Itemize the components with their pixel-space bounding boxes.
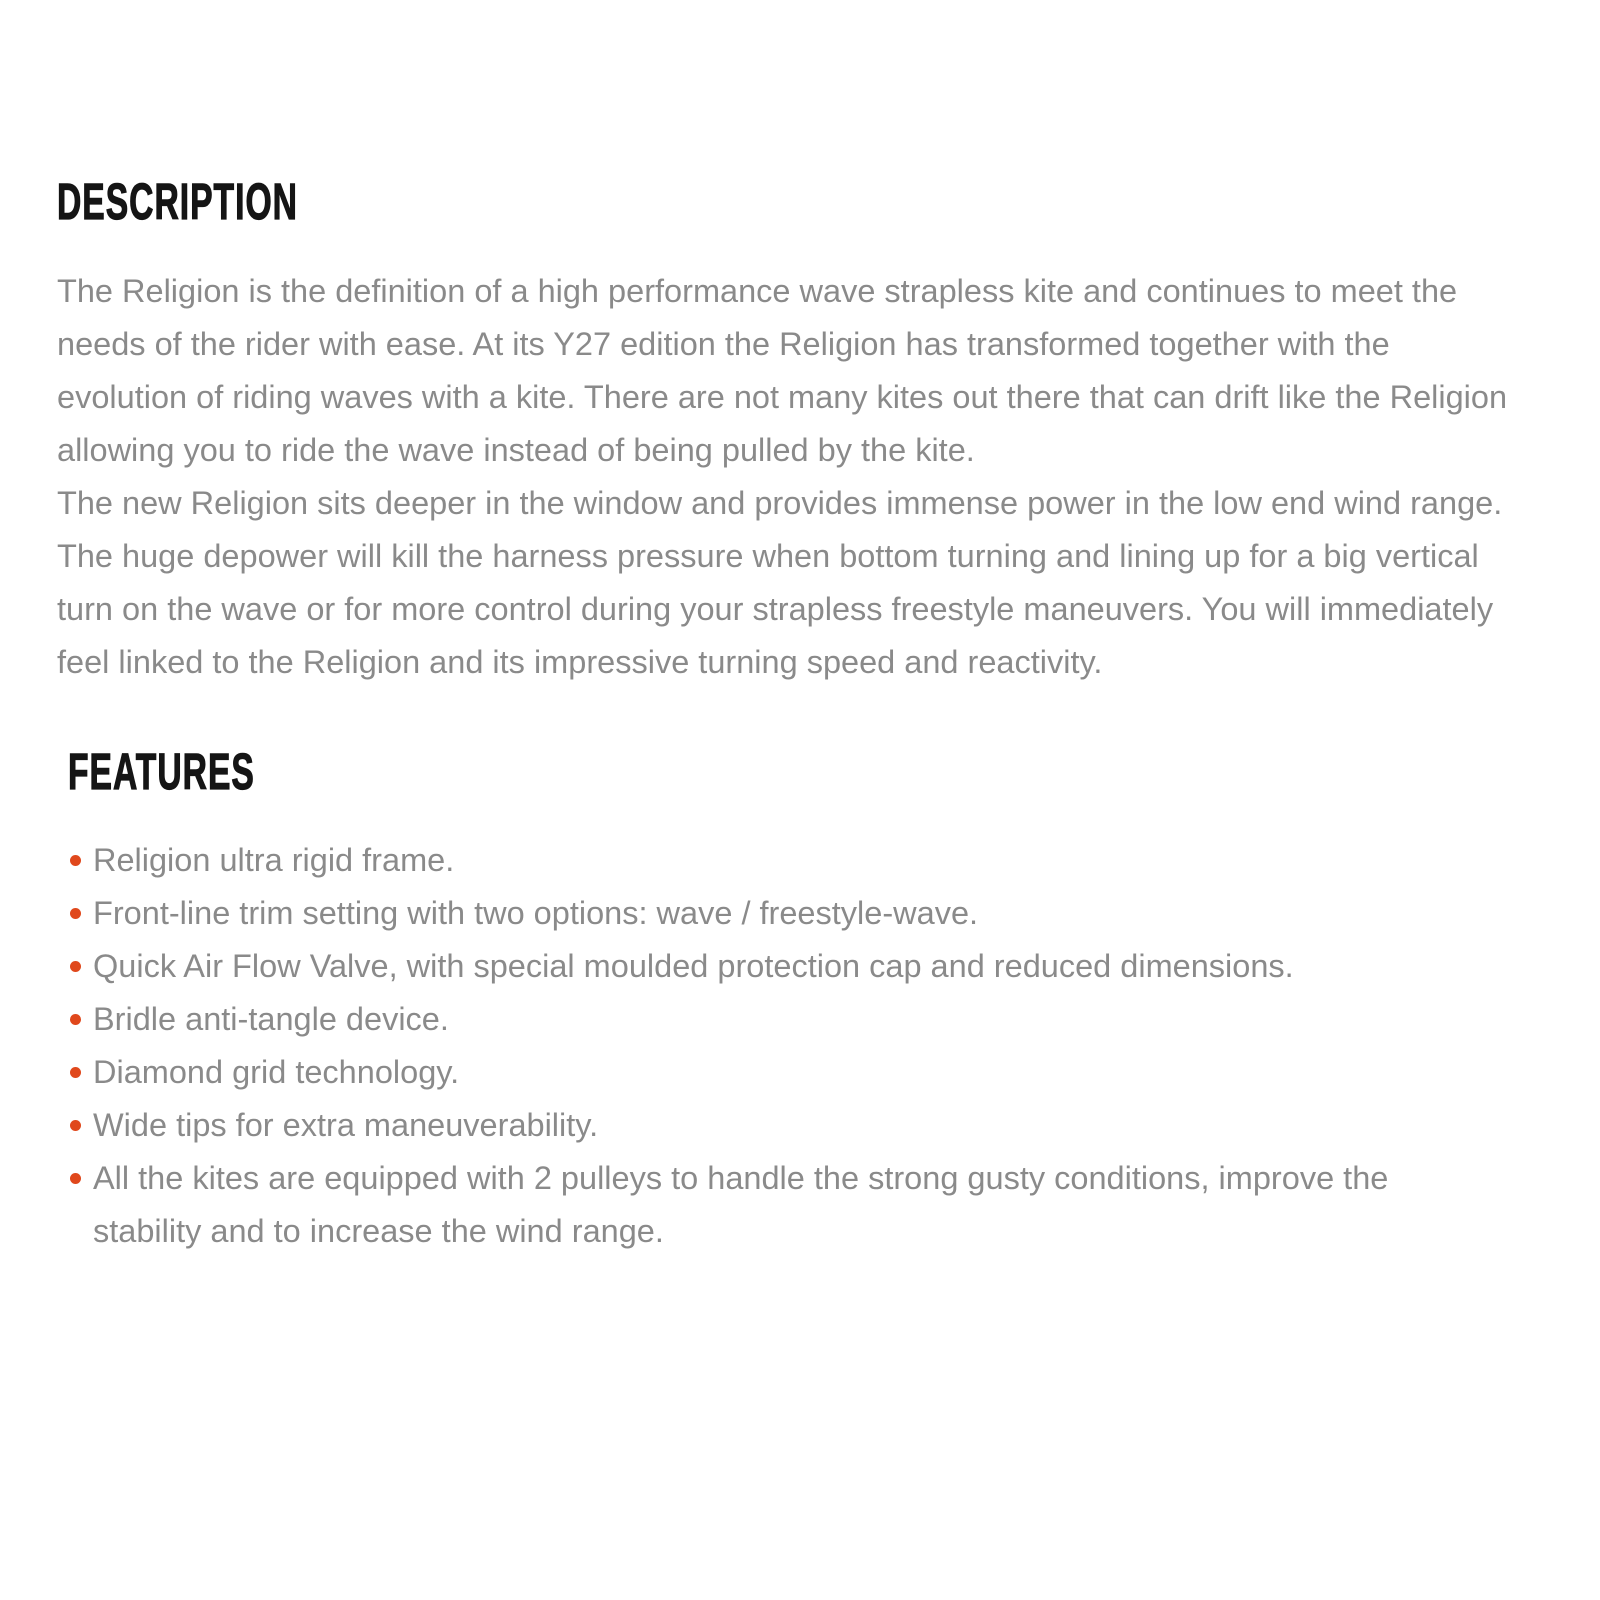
bullet-dot-icon bbox=[70, 1067, 81, 1078]
feature-item bbox=[57, 1099, 1457, 1152]
bullet-dot-icon bbox=[70, 1173, 81, 1184]
bullet-dot-icon bbox=[70, 961, 81, 972]
bullet-dot-icon bbox=[70, 1014, 81, 1025]
feature-item bbox=[57, 1046, 1457, 1099]
bullet-dot-icon bbox=[70, 1120, 81, 1131]
feature-item-text: Quick Air Flow Valve, with special moulded protection cap and reduced dimensions. bbox=[93, 948, 1294, 984]
description-paragraph-2: The new Religion sits deeper in the window and provides immense power in the low end wind range. The huge depower will kill the harness pressure when bottom turning and lining up for a big vertical turn on the wave or for more control during your strapless freestyle maneuvers. You will immediately feel linked to the Religion and its impressive turning speed and reactivity. bbox=[57, 485, 1503, 680]
feature-item-text: Diamond grid technology. bbox=[93, 1054, 460, 1090]
feature-item bbox=[57, 887, 1457, 940]
feature-item-text: Bridle anti-tangle device. bbox=[93, 1001, 449, 1037]
description-heading: DESCRIPTION bbox=[57, 173, 298, 230]
feature-item-text: Front-line trim setting with two options: wave / freestyle-wave. bbox=[93, 895, 979, 931]
features-list bbox=[57, 834, 1457, 1258]
feature-item bbox=[57, 993, 1457, 1046]
bullet-dot-icon bbox=[70, 855, 81, 866]
description-paragraph-1: The Religion is the definition of a high performance wave strapless kite and continues to meet the needs of the rider with ease. At its Y27 edition the Religion has transformed together with the evolution of riding waves with a kite. There are not many kites out there that can drift like the Religion allowing you to ride the wave instead of being pulled by the kite. bbox=[57, 273, 1508, 468]
feature-item-text: Wide tips for extra maneuverability. bbox=[93, 1107, 599, 1143]
feature-item-text: All the kites are equipped with 2 pulleys to handle the strong gusty conditions, improve the stability and to increase the wind range. bbox=[93, 1160, 1389, 1249]
bullet-dot-icon bbox=[70, 908, 81, 919]
feature-item bbox=[57, 834, 1457, 887]
feature-item-text: Religion ultra rigid frame. bbox=[93, 842, 455, 878]
feature-item bbox=[57, 940, 1457, 993]
features-heading: FEATURES bbox=[68, 743, 255, 800]
feature-item bbox=[57, 1152, 1457, 1258]
product-description-section bbox=[57, 173, 1527, 1258]
